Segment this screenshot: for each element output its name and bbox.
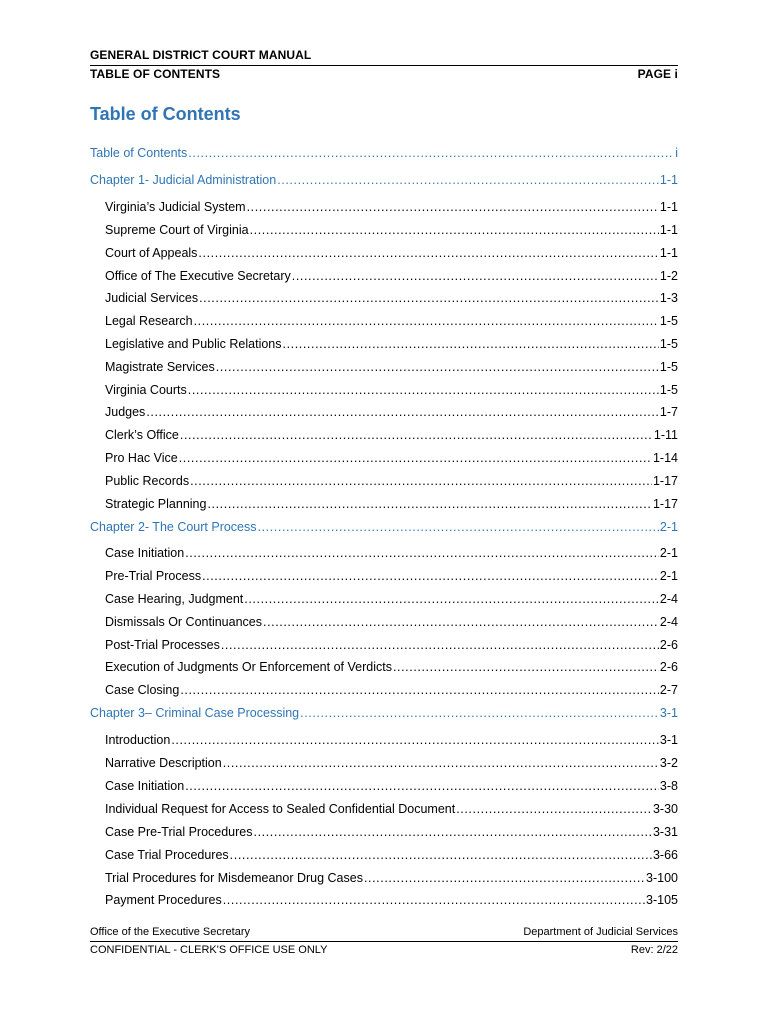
toc-entry-row bbox=[105, 567, 678, 585]
toc-entry-label: Virginia’s Judicial System bbox=[105, 200, 246, 214]
toc-entry-page: 1-5 bbox=[659, 337, 678, 351]
toc-entry-label: Case Pre-Trial Procedures bbox=[105, 825, 253, 839]
toc-entry-page: 3-8 bbox=[659, 779, 678, 793]
toc-leader-dots bbox=[221, 636, 659, 654]
toc-leader-dots bbox=[194, 312, 659, 330]
toc-entry-label: Case Hearing, Judgment bbox=[105, 592, 244, 606]
toc-entry-label: Virginia Courts bbox=[105, 383, 187, 397]
toc-entry-row bbox=[90, 704, 678, 722]
header-manual-title: GENERAL DISTRICT COURT MANUAL bbox=[90, 48, 312, 62]
toc-entry-page: 1-1 bbox=[659, 173, 678, 187]
toc-entry-page: 1-17 bbox=[652, 497, 678, 511]
toc-entry-label: Clerk’s Office bbox=[105, 428, 179, 442]
toc-entry-page: i bbox=[675, 146, 678, 160]
toc-entry-label: Table of Contents bbox=[90, 146, 188, 160]
toc-entry-label: Judges bbox=[105, 405, 146, 419]
toc-entry-page: 1-11 bbox=[653, 428, 678, 442]
toc-section-entry[interactable] bbox=[0, 891, 768, 909]
page-title: Table of Contents bbox=[90, 104, 241, 124]
toc-entry-row bbox=[90, 518, 678, 536]
toc-entry-page: 3-2 bbox=[659, 756, 678, 770]
toc-entry-page: 2-6 bbox=[659, 638, 678, 652]
toc-leader-dots bbox=[258, 518, 659, 536]
toc-entry-label: Supreme Court of Virginia bbox=[105, 223, 249, 237]
toc-entry-row bbox=[105, 590, 678, 608]
toc-chapter-entry[interactable] bbox=[0, 704, 768, 722]
toc-entry-row bbox=[105, 777, 678, 795]
toc-entry-row bbox=[105, 869, 678, 887]
toc-chapter-entry[interactable] bbox=[0, 171, 768, 189]
toc-leader-dots bbox=[202, 567, 659, 585]
toc-section-entry[interactable] bbox=[0, 613, 768, 631]
toc-leader-dots bbox=[393, 658, 659, 676]
toc-section-entry[interactable] bbox=[0, 198, 768, 216]
toc-section-entry[interactable] bbox=[0, 869, 768, 887]
toc-leader-dots bbox=[188, 381, 659, 399]
toc-entry-label: Chapter 2- The Court Process bbox=[90, 520, 257, 534]
toc-entry-page: 2-1 bbox=[659, 569, 678, 583]
toc-entry-label: Legislative and Public Relations bbox=[105, 337, 282, 351]
toc-section-entry[interactable] bbox=[0, 681, 768, 699]
toc-entry-page: 2-1 bbox=[659, 520, 678, 534]
footer-office: Office of the Executive Secretary bbox=[90, 926, 250, 938]
toc-section-entry[interactable] bbox=[0, 381, 768, 399]
toc-entry-label: Trial Procedures for Misdemeanor Drug Cases bbox=[105, 871, 363, 885]
toc-entry-page: 1-17 bbox=[652, 474, 678, 488]
toc-section-entry[interactable] bbox=[0, 449, 768, 467]
toc-entry-row bbox=[90, 144, 678, 162]
toc-section-entry[interactable] bbox=[0, 731, 768, 749]
toc-entry-page: 2-7 bbox=[659, 683, 678, 697]
toc-entry-page: 2-1 bbox=[659, 546, 678, 560]
toc-leader-dots bbox=[244, 590, 659, 608]
toc-entry-row bbox=[105, 335, 678, 353]
toc-entry-label: Case Closing bbox=[105, 683, 180, 697]
toc-entry-page: 1-5 bbox=[659, 383, 678, 397]
toc-entry-label: Judicial Services bbox=[105, 291, 199, 305]
toc-entry-row bbox=[105, 800, 678, 818]
toc-entry-label: Legal Research bbox=[105, 314, 193, 328]
toc-entry-row bbox=[105, 658, 678, 676]
toc-entry-row bbox=[105, 312, 678, 330]
toc-entry-page: 2-4 bbox=[659, 592, 678, 606]
toc-entry-label: Magistrate Services bbox=[105, 360, 215, 374]
toc-section-entry[interactable] bbox=[0, 495, 768, 513]
toc-leader-dots bbox=[223, 754, 659, 772]
toc-entry-row bbox=[105, 381, 678, 399]
toc-leader-dots bbox=[277, 171, 659, 189]
toc-leader-dots bbox=[180, 426, 653, 444]
footer-line-2 bbox=[90, 944, 678, 956]
toc-leader-dots bbox=[254, 823, 652, 841]
toc-entry-label: Narrative Description bbox=[105, 756, 222, 770]
toc-entry-row bbox=[105, 754, 678, 772]
toc-leader-dots bbox=[223, 891, 645, 909]
toc-leader-dots bbox=[171, 731, 659, 749]
toc-entry-label: Pro Hac Vice bbox=[105, 451, 178, 465]
footer-department: Department of Judicial Services bbox=[523, 926, 678, 938]
toc-entry-page: 1-14 bbox=[652, 451, 678, 465]
toc-section-entry[interactable] bbox=[0, 312, 768, 330]
toc-entry-row bbox=[105, 891, 678, 909]
toc-entry-label: Chapter 3– Criminal Case Processing bbox=[90, 706, 300, 720]
toc-section-entry[interactable] bbox=[0, 777, 768, 795]
toc-section-entry[interactable] bbox=[0, 823, 768, 841]
toc-section-entry[interactable] bbox=[0, 426, 768, 444]
toc-chapter-entry[interactable] bbox=[0, 144, 768, 162]
toc-section-entry[interactable] bbox=[0, 590, 768, 608]
toc-entry-page: 1-1 bbox=[659, 200, 678, 214]
toc-entry-label: Execution of Judgments Or Enforcement of Verdicts bbox=[105, 660, 392, 674]
footer-confidential-notice: CONFIDENTIAL - CLERK'S OFFICE USE ONLY bbox=[90, 944, 328, 956]
toc-entry-label: Case Initiation bbox=[105, 546, 185, 560]
toc-entry-row bbox=[105, 636, 678, 654]
toc-leader-dots bbox=[146, 403, 659, 421]
footer-rule bbox=[90, 941, 678, 942]
toc-section-entry[interactable] bbox=[0, 567, 768, 585]
toc-leader-dots bbox=[364, 869, 645, 887]
toc-section-entry[interactable] bbox=[0, 244, 768, 262]
toc-entry-page: 3-31 bbox=[652, 825, 678, 839]
toc-entry-label: Introduction bbox=[105, 733, 171, 747]
toc-entry-row bbox=[105, 823, 678, 841]
toc-leader-dots bbox=[207, 495, 652, 513]
toc-entry-label: Post-Trial Processes bbox=[105, 638, 220, 652]
toc-chapter-entry[interactable] bbox=[0, 518, 768, 536]
toc-leader-dots bbox=[230, 846, 652, 864]
toc-entry-label: Public Records bbox=[105, 474, 190, 488]
toc-entry-row bbox=[105, 846, 678, 864]
toc-entry-label: Office of The Executive Secretary bbox=[105, 269, 291, 283]
toc-entry-row bbox=[105, 544, 678, 562]
toc-entry-page: 2-4 bbox=[659, 615, 678, 629]
toc-section-entry[interactable] bbox=[0, 267, 768, 285]
toc-entry-label: Strategic Planning bbox=[105, 497, 207, 511]
toc-entry-page: 3-1 bbox=[659, 706, 678, 720]
toc-entry-label: Individual Request for Access to Sealed Confidential Document bbox=[105, 802, 456, 816]
toc-section-entry[interactable] bbox=[0, 846, 768, 864]
toc-entry-page: 1-2 bbox=[659, 269, 678, 283]
toc-leader-dots bbox=[283, 335, 659, 353]
toc-leader-dots bbox=[185, 777, 659, 795]
toc-section-entry[interactable] bbox=[0, 800, 768, 818]
toc-entry-label: Payment Procedures bbox=[105, 893, 222, 907]
toc-leader-dots bbox=[190, 472, 652, 490]
toc-section-entry[interactable] bbox=[0, 289, 768, 307]
toc-section-entry[interactable] bbox=[0, 636, 768, 654]
toc-leader-dots bbox=[216, 358, 659, 376]
toc-entry-page: 3-105 bbox=[646, 893, 678, 907]
toc-leader-dots bbox=[292, 267, 659, 285]
header-section-title: TABLE OF CONTENTS bbox=[90, 67, 221, 81]
toc-section-entry[interactable] bbox=[0, 754, 768, 772]
header-page-number: PAGE i bbox=[637, 67, 678, 81]
toc-leader-dots bbox=[198, 244, 659, 262]
toc-entry-row bbox=[105, 613, 678, 631]
toc-leader-dots bbox=[179, 449, 652, 467]
toc-entry-page: 3-66 bbox=[652, 848, 678, 862]
toc-leader-dots bbox=[456, 800, 652, 818]
footer-line-1 bbox=[90, 926, 678, 938]
toc-leader-dots bbox=[185, 544, 659, 562]
toc-leader-dots bbox=[180, 681, 659, 699]
toc-leader-dots bbox=[250, 221, 659, 239]
toc-section-entry[interactable] bbox=[0, 221, 768, 239]
toc-entry-label: Pre-Trial Process bbox=[105, 569, 202, 583]
toc-section-entry[interactable] bbox=[0, 658, 768, 676]
footer-revision: Rev: 2/22 bbox=[630, 944, 678, 956]
toc-entry-label: Case Initiation bbox=[105, 779, 185, 793]
toc-entry-row bbox=[105, 495, 678, 513]
toc-section-entry[interactable] bbox=[0, 403, 768, 421]
toc-entry-page: 1-5 bbox=[659, 314, 678, 328]
toc-entry-label: Case Trial Procedures bbox=[105, 848, 229, 862]
toc-entry-row bbox=[105, 731, 678, 749]
toc-entry-page: 3-100 bbox=[646, 871, 678, 885]
toc-entry-row bbox=[105, 267, 678, 285]
toc-leader-dots bbox=[247, 198, 659, 216]
toc-entry-row bbox=[105, 244, 678, 262]
toc-section-entry[interactable] bbox=[0, 472, 768, 490]
toc-entry-label: Court of Appeals bbox=[105, 246, 198, 260]
toc-section-entry[interactable] bbox=[0, 358, 768, 376]
toc-entry-label: Dismissals Or Continuances bbox=[105, 615, 262, 629]
toc-entry-page: 3-1 bbox=[659, 733, 678, 747]
toc-entry-page: 1-3 bbox=[659, 291, 678, 305]
header-line-2 bbox=[90, 67, 678, 81]
toc-entry-row bbox=[105, 221, 678, 239]
toc-leader-dots bbox=[263, 613, 659, 631]
toc-entry-row bbox=[105, 198, 678, 216]
toc-entry-row bbox=[105, 449, 678, 467]
toc-entry-row bbox=[90, 171, 678, 189]
toc-entry-row bbox=[105, 289, 678, 307]
toc-entry-page: 1-1 bbox=[659, 223, 678, 237]
toc-leader-dots bbox=[300, 704, 659, 722]
toc-entry-row bbox=[105, 403, 678, 421]
toc-entry-label: Chapter 1- Judicial Administration bbox=[90, 173, 277, 187]
toc-entry-page: 1-5 bbox=[659, 360, 678, 374]
toc-section-entry[interactable] bbox=[0, 335, 768, 353]
header-rule bbox=[90, 65, 678, 66]
toc-entry-page: 1-1 bbox=[659, 246, 678, 260]
toc-leader-dots bbox=[199, 289, 659, 307]
toc-entry-row bbox=[105, 358, 678, 376]
toc-entry-row bbox=[105, 426, 678, 444]
toc-entry-page: 2-6 bbox=[659, 660, 678, 674]
toc-section-entry[interactable] bbox=[0, 544, 768, 562]
toc-leader-dots bbox=[188, 144, 674, 162]
toc-entry-row bbox=[105, 472, 678, 490]
toc-entry-page: 3-30 bbox=[652, 802, 678, 816]
toc-entry-row bbox=[105, 681, 678, 699]
toc-entry-page: 1-7 bbox=[659, 405, 678, 419]
